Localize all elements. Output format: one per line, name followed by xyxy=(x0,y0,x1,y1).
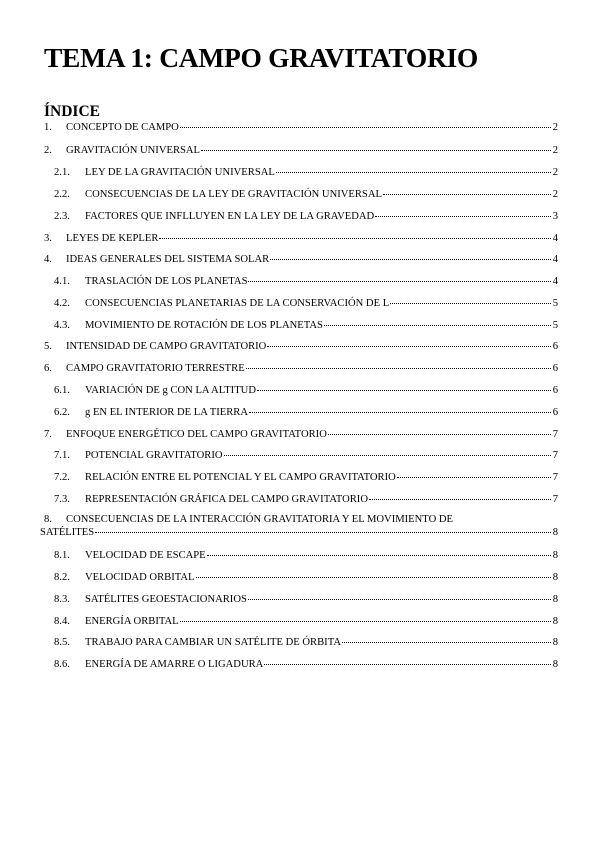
toc-entry-page: 7 xyxy=(552,494,558,505)
dot-leader xyxy=(375,216,551,217)
toc-entry-page: 4 xyxy=(552,233,558,244)
toc-entry[interactable] xyxy=(44,341,558,352)
toc-entry-number: 4.1. xyxy=(54,276,70,287)
toc-entry-page: 7 xyxy=(552,450,558,461)
toc-entry-number: 8. xyxy=(44,514,52,525)
toc-entry[interactable] xyxy=(54,572,558,583)
toc-entry-page: 7 xyxy=(552,429,558,440)
toc-entry-number: 2.1. xyxy=(54,167,70,178)
toc-entry[interactable] xyxy=(54,594,558,605)
toc-entry-page: 2 xyxy=(552,122,558,133)
toc-entry-page: 4 xyxy=(552,254,558,265)
toc-entry-number: 3. xyxy=(44,233,52,244)
toc-entry-title: FACTORES QUE INFLLUYEN EN LA LEY DE LA GRAVEDAD xyxy=(85,211,375,222)
toc-entry-page: 8 xyxy=(552,527,558,538)
dot-leader xyxy=(264,664,550,665)
toc-entry-number: 6.1. xyxy=(54,385,70,396)
toc-entry[interactable] xyxy=(54,276,558,287)
toc-entry-title: CONSECUENCIAS PLANETARIAS DE LA CONSERVACIÓN DE L xyxy=(85,298,390,309)
toc-entry-page: 7 xyxy=(552,472,558,483)
toc-entry[interactable] xyxy=(54,450,558,461)
toc-entry-title: SATÉLITES GEOESTACIONARIOS xyxy=(85,594,247,605)
dot-leader xyxy=(180,621,551,622)
toc-entry-title: POTENCIAL GRAVITATORIO xyxy=(85,450,223,461)
toc-entry[interactable] xyxy=(54,167,558,178)
toc-entry-page: 8 xyxy=(552,572,558,583)
dot-leader xyxy=(397,477,551,478)
toc-entry-number: 2.2. xyxy=(54,189,70,200)
toc-entry[interactable] xyxy=(54,320,558,331)
toc-entry-page: 5 xyxy=(552,320,558,331)
toc-entry-page: 6 xyxy=(552,341,558,352)
toc-entry[interactable] xyxy=(40,527,558,538)
toc-entry-title: VARIACIÓN DE g CON LA ALTITUD xyxy=(85,385,256,396)
toc-entry-title: GRAVITACIÓN UNIVERSAL xyxy=(66,145,201,156)
toc-entry-number: 6.2. xyxy=(54,407,70,418)
document-title: TEMA 1: CAMPO GRAVITATORIO xyxy=(44,42,479,73)
toc-entry[interactable] xyxy=(54,407,558,418)
dot-leader xyxy=(328,434,551,435)
toc-entry-page: 8 xyxy=(552,550,558,561)
toc-entry-page: 3 xyxy=(552,211,558,222)
toc-entry-number: 7.2. xyxy=(54,472,70,483)
toc-entry-page: 2 xyxy=(552,189,558,200)
dot-leader xyxy=(390,303,551,304)
toc-entry-title: CONCEPTO DE CAMPO xyxy=(66,122,179,133)
toc-entry-page: 2 xyxy=(552,167,558,178)
toc-entry-page: 6 xyxy=(552,407,558,418)
toc-entry-number: 8.5. xyxy=(54,637,70,648)
dot-leader xyxy=(248,281,550,282)
dot-leader xyxy=(324,325,551,326)
dot-leader xyxy=(196,577,551,578)
toc-entry-number: 4.3. xyxy=(54,320,70,331)
toc-entry-number: 8.4. xyxy=(54,616,70,627)
toc-entry-number: 4. xyxy=(44,254,52,265)
toc-entry-title: ENERGÍA ORBITAL xyxy=(85,616,179,627)
toc-entry-title: MOVIMIENTO DE ROTACIÓN DE LOS PLANETAS xyxy=(85,320,323,331)
toc-entry[interactable] xyxy=(54,472,558,483)
dot-leader xyxy=(342,642,551,643)
toc-entry-title: VELOCIDAD ORBITAL xyxy=(85,572,195,583)
dot-leader xyxy=(159,238,550,239)
dot-leader xyxy=(267,346,550,347)
toc-entry-title: VELOCIDAD DE ESCAPE xyxy=(85,550,206,561)
dot-leader xyxy=(207,555,551,556)
dot-leader xyxy=(276,172,551,173)
toc-entry-page: 8 xyxy=(552,659,558,670)
toc-entry-title: TRABAJO PARA CAMBIAR UN SATÉLITE DE ÓRBITA xyxy=(85,637,341,648)
toc-entry-number: 2.3. xyxy=(54,211,70,222)
toc-entry-title-continued: SATÉLITES xyxy=(40,527,95,538)
toc-entry[interactable] xyxy=(44,429,558,440)
toc-entry-page: 4 xyxy=(552,276,558,287)
toc-entry-title: TRASLACIÓN DE LOS PLANETAS xyxy=(85,276,248,287)
toc-entry[interactable] xyxy=(54,637,558,648)
toc-entry-number: 8.1. xyxy=(54,550,70,561)
toc-entry[interactable] xyxy=(54,385,558,396)
toc-entry[interactable] xyxy=(44,363,558,374)
toc-entry-page: 6 xyxy=(552,363,558,374)
toc-entry-page: 5 xyxy=(552,298,558,309)
toc-entry-title: CAMPO GRAVITATORIO TERRESTRE xyxy=(66,363,245,374)
toc-entry-title: IDEAS GENERALES DEL SISTEMA SOLAR xyxy=(66,254,270,265)
toc-entry[interactable] xyxy=(54,211,558,222)
dot-leader xyxy=(201,150,551,151)
toc-entry-title: CONSECUENCIAS DE LA INTERACCIÓN GRAVITATORIA Y EL MOVIMIENTO DE xyxy=(66,514,453,525)
toc-entry[interactable] xyxy=(44,254,558,265)
toc-entry-title: g EN EL INTERIOR DE LA TIERRA xyxy=(85,407,249,418)
toc-entry-page: 8 xyxy=(552,637,558,648)
index-heading: ÍNDICE xyxy=(44,103,100,120)
dot-leader xyxy=(270,259,550,260)
toc-entry-number: 8.2. xyxy=(54,572,70,583)
toc-entry-page: 6 xyxy=(552,385,558,396)
dot-leader xyxy=(383,194,551,195)
toc-entry-title: RELACIÓN ENTRE EL POTENCIAL Y EL CAMPO GRAVITATORIO xyxy=(85,472,396,483)
dot-leader xyxy=(180,127,551,128)
toc-entry-title: REPRESENTACIÓN GRÁFICA DEL CAMPO GRAVITATORIO xyxy=(85,494,368,505)
toc-entry[interactable] xyxy=(54,616,558,627)
dot-leader xyxy=(248,599,551,600)
toc-entry[interactable] xyxy=(54,494,558,505)
toc-entry-page: 8 xyxy=(552,616,558,627)
toc-entry-title: ENFOQUE ENERGÉTICO DEL CAMPO GRAVITATORIO xyxy=(66,429,327,440)
toc-entry-title: INTENSIDAD DE CAMPO GRAVITATORIO xyxy=(66,341,267,352)
toc-entry-number: 7.1. xyxy=(54,450,70,461)
toc-entry-number: 7. xyxy=(44,429,52,440)
toc-entry-page: 8 xyxy=(552,594,558,605)
toc-entry-number: 4.2. xyxy=(54,298,70,309)
toc-entry-title: ENERGÍA DE AMARRE O LIGADURA xyxy=(85,659,264,670)
toc-entry[interactable] xyxy=(54,298,558,309)
toc-entry[interactable] xyxy=(54,189,558,200)
dot-leader xyxy=(257,390,551,391)
toc-entry-number: 6. xyxy=(44,363,52,374)
dot-leader xyxy=(369,499,551,500)
dot-leader xyxy=(224,455,551,456)
toc-entry-number: 1. xyxy=(44,122,52,133)
dot-leader xyxy=(249,412,551,413)
toc-entry-title: LEYES DE KEPLER xyxy=(66,233,159,244)
toc-entry[interactable] xyxy=(44,122,558,133)
toc-entry[interactable] xyxy=(44,145,558,156)
toc-entry-number: 7.3. xyxy=(54,494,70,505)
toc-entry-page: 2 xyxy=(552,145,558,156)
toc-entry-title: CONSECUENCIAS DE LA LEY DE GRAVITACIÓN UNIVERSAL xyxy=(85,189,382,200)
toc-entry[interactable] xyxy=(54,550,558,561)
toc-entry-number: 8.6. xyxy=(54,659,70,670)
dot-leader xyxy=(95,532,551,533)
toc-entry-number: 5. xyxy=(44,341,52,352)
dot-leader xyxy=(246,368,551,369)
toc-entry-title: LEY DE LA GRAVITACIÓN UNIVERSAL xyxy=(85,167,275,178)
toc-entry-number: 2. xyxy=(44,145,52,156)
toc-entry[interactable] xyxy=(54,659,558,670)
toc-entry-wrapped-line[interactable] xyxy=(44,514,558,525)
toc-entry-number: 8.3. xyxy=(54,594,70,605)
toc-entry[interactable] xyxy=(44,233,558,244)
